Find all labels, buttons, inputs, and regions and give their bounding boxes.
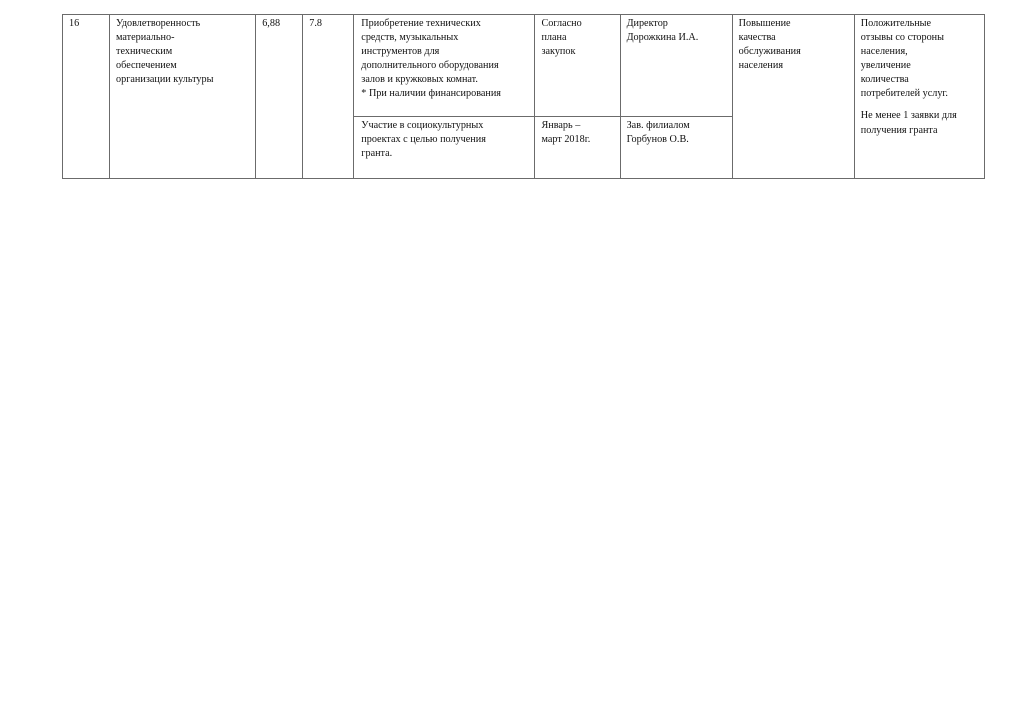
term-text: Январь – март 2018г. — [541, 120, 591, 146]
row-number: 16 — [69, 18, 80, 29]
result-text: Повышение качества обслуживания населения — [738, 18, 801, 72]
current-value: 6,88 — [262, 18, 281, 29]
indicator-text: Положительные отзывы со стороны населения, увеличение количества потребителей услуг. — [860, 18, 948, 100]
criterion-cell — [110, 15, 256, 179]
current-value-cell — [256, 15, 303, 179]
target-value: 7.8 — [309, 18, 322, 29]
term-text: Согласно плана закупок — [541, 18, 582, 58]
criterion-text: Удовлетворенность материально- техническим обеспечением организации культуры — [116, 18, 214, 86]
responsible-cell — [620, 117, 732, 179]
responsible-text: Директор Дорожкина И.А. — [626, 18, 699, 44]
action-text: Участие в социокультурных проектах с целью получения гранта. — [361, 120, 486, 160]
action-cell — [354, 117, 535, 179]
target-value-cell — [303, 15, 354, 179]
row-number-cell — [63, 15, 110, 179]
responsible-cell — [620, 15, 732, 117]
result-cell — [732, 15, 854, 179]
term-cell — [535, 117, 620, 179]
responsible-text: Зав. филиалом Горбунов О.В. — [626, 120, 690, 146]
indicator-text: Не менее 1 заявки для получения гранта — [860, 110, 957, 136]
term-cell — [535, 15, 620, 117]
indicator-cell — [854, 15, 984, 179]
measures-table — [62, 14, 985, 179]
action-cell — [354, 15, 535, 117]
table-row — [63, 15, 985, 117]
action-text: Приобретение технических средств, музыкальных инструментов для дополнительного оборудования залов и кружковых комнат. * При наличии финансирования — [361, 18, 501, 100]
